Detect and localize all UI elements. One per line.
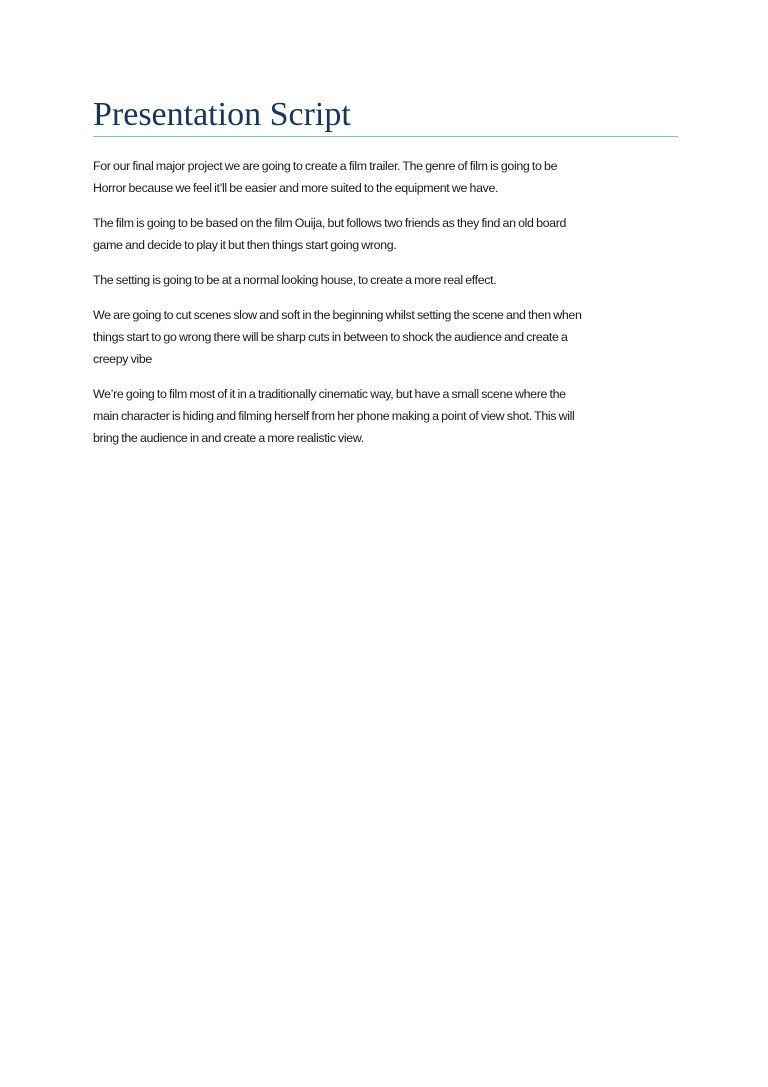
- paragraph-line: We’re going to film most of it in a traditionally cinematic way, but have a small scene where the: [93, 387, 566, 401]
- paragraph-line: Horror because we feel it’ll be easier and more suited to the equipment we have.: [93, 181, 499, 195]
- paragraph-line: bring the audience in and create a more realistic view.: [93, 431, 364, 445]
- paragraph-line: creepy vibe: [93, 352, 152, 366]
- paragraph-line: For our final major project we are going to create a film trailer. The genre of film is going to be: [93, 159, 558, 173]
- title-underline-divider: [93, 136, 678, 137]
- paragraph-line: The setting is going to be at a normal looking house, to create a more real effect.: [93, 273, 497, 287]
- page-title: Presentation Script: [93, 96, 351, 133]
- paragraph-3: [93, 269, 678, 291]
- paragraph-line: things start to go wrong there will be sharp cuts in between to shock the audience and create a: [93, 330, 568, 344]
- paragraph-2: [93, 212, 678, 256]
- paragraph-line: The film is going to be based on the film Ouija, but follows two friends as they find an old board: [93, 216, 567, 230]
- paragraph-5: [93, 383, 678, 449]
- paragraph-line: game and decide to play it but then things start going wrong.: [93, 238, 397, 252]
- paragraph-1: [93, 155, 678, 199]
- document-body: [93, 155, 678, 462]
- paragraph-line: We are going to cut scenes slow and soft in the beginning whilst setting the scene and then when: [93, 308, 582, 322]
- paragraph-4: [93, 304, 678, 370]
- paragraph-line: main character is hiding and filming herself from her phone making a point of view shot. This will: [93, 409, 575, 423]
